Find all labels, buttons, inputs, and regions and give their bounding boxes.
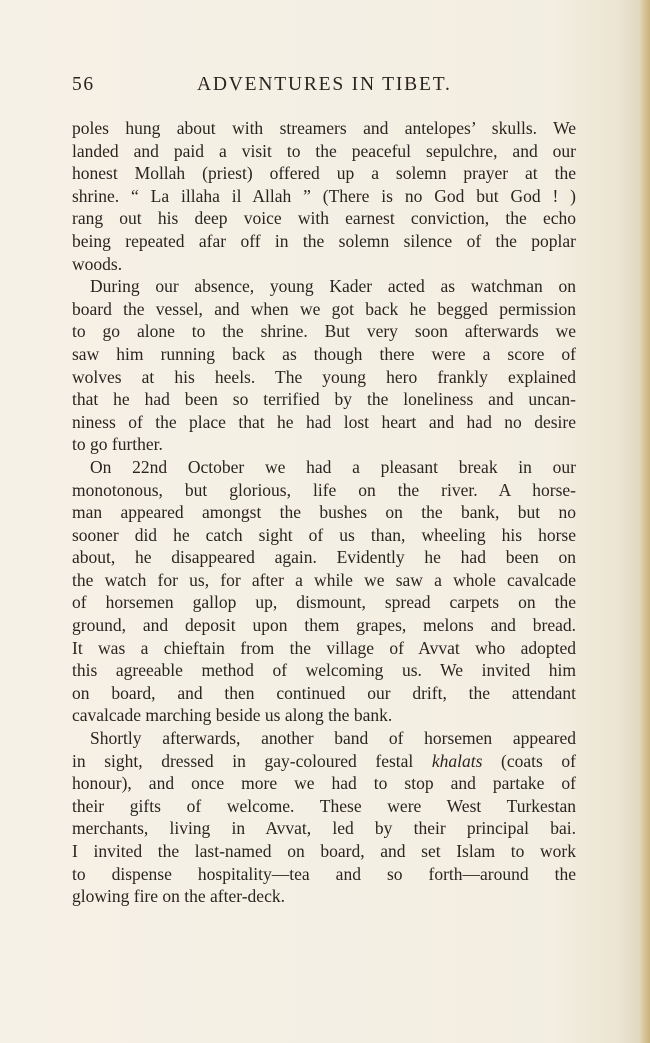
- text-line: landed and paid a visit to the peaceful sepulchre, and our: [72, 140, 576, 161]
- text-line: saw him running back as though there were a score of: [72, 343, 576, 364]
- text-line: this agreeable method of welcoming us. We invited him: [72, 660, 576, 681]
- text-line: to go further.: [72, 434, 163, 455]
- text-line-with-italic: [72, 750, 576, 773]
- text-line: of horsemen gallop up, dismount, spread carpets on the: [72, 592, 576, 613]
- text-line: sooner did he catch sight of us than, wheeling his horse: [72, 524, 576, 545]
- body-text: [72, 117, 576, 908]
- paragraph-start-line: During our absence, young Kader acted as watchman on: [90, 276, 576, 297]
- running-title: ADVENTURES IN TIBET.: [197, 74, 452, 95]
- text-line: shrine. “ La illaha il Allah ” (There is no God but God ! ): [72, 185, 576, 206]
- text-line: cavalcade marching beside us along the bank.: [72, 705, 393, 726]
- text-line: wolves at his heels. The young hero frankly explained: [72, 366, 576, 387]
- text-line: being repeated afar off in the solemn silence of the poplar: [72, 230, 576, 251]
- text-line: woods.: [72, 253, 123, 274]
- text-line: It was a chieftain from the village of Avvat who adopted: [72, 637, 576, 658]
- paragraph-start-line: Shortly afterwards, another band of horsemen appeared: [90, 728, 576, 749]
- text-line: monotonous, but glorious, life on the river. A horse-: [72, 479, 576, 500]
- text-line: glowing fire on the after-deck.: [72, 886, 285, 907]
- text-line: ground, and deposit upon them grapes, melons and bread.: [72, 615, 576, 636]
- paragraph-start-line: On 22nd October we had a pleasant break in our: [90, 456, 576, 477]
- text-line: on board, and then continued our drift, the attendant: [72, 682, 576, 703]
- text-line: niness of the place that he had lost heart and had no desire: [72, 411, 576, 432]
- text-line: honest Mollah (priest) offered up a solemn prayer at the: [72, 163, 576, 184]
- text-line: rang out his deep voice with earnest conviction, the echo: [72, 208, 576, 229]
- page-header: [72, 74, 576, 104]
- text-segment: in sight, dressed in gay-coloured festal: [72, 750, 432, 771]
- text-line: poles hung about with streamers and antelopes’ skulls. We: [72, 118, 576, 138]
- page-edge: [640, 0, 650, 1043]
- page-number: 56: [72, 74, 95, 95]
- text-line: honour), and once more we had to stop and partake of: [72, 773, 576, 794]
- text-line: about, he disappeared again. Evidently he had been on: [72, 547, 576, 568]
- text-line: merchants, living in Avvat, led by their principal bai.: [72, 818, 576, 839]
- text-line: I invited the last-named on board, and set Islam to work: [72, 841, 576, 861]
- text-line: to dispense hospitality—tea and so forth—around the: [72, 863, 576, 884]
- text-line: the watch for us, for after a while we saw a whole cavalcade: [72, 569, 576, 590]
- text-segment: (coats of: [482, 750, 576, 771]
- text-line: that he had been so terrified by the loneliness and uncan-: [72, 389, 576, 410]
- text-line: board the vessel, and when we got back he begged permission: [72, 298, 576, 319]
- text-line: to go alone to the shrine. But very soon afterwards we: [72, 321, 576, 342]
- text-line: their gifts of welcome. These were West Turkestan: [72, 795, 576, 816]
- text-line: man appeared amongst the bushes on the bank, but no: [72, 502, 576, 523]
- italic-word: khalats: [431, 750, 483, 771]
